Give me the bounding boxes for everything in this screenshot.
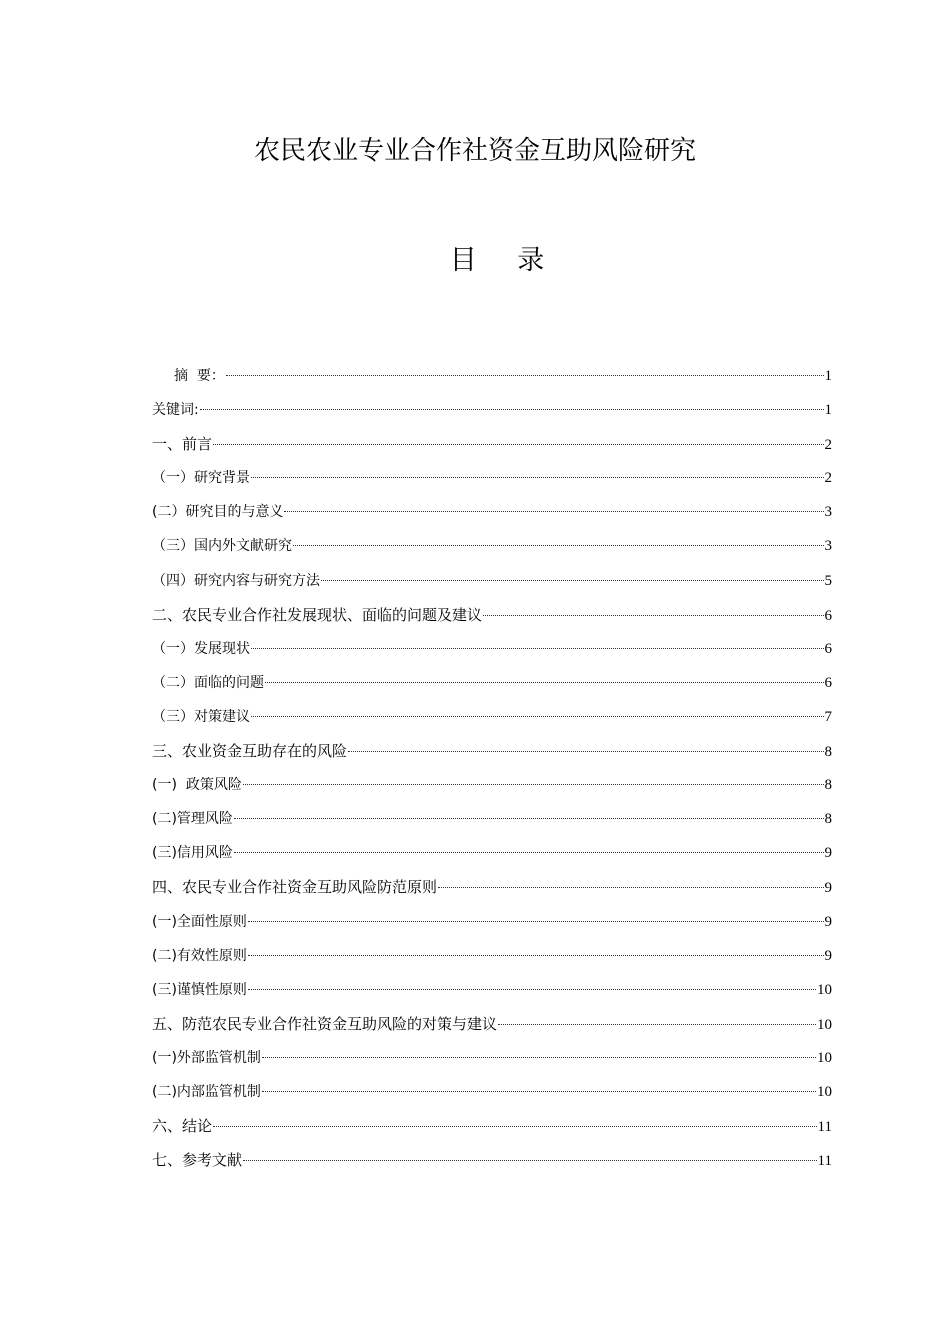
toc-entry-label: 四、农民专业合作社资金互助风险防范原则: [152, 878, 438, 897]
toc-entry-page: 1: [824, 402, 832, 419]
toc-entry-page: 9: [824, 845, 832, 862]
toc-dot-leader: [248, 989, 816, 990]
toc-entry[interactable]: [152, 500, 832, 534]
toc-entry-page: 8: [824, 811, 832, 828]
toc-entry-page: 9: [824, 947, 832, 964]
toc-entry[interactable]: [152, 364, 832, 398]
toc-entry[interactable]: [152, 603, 832, 637]
toc-entry-page: 6: [824, 674, 832, 691]
toc-dot-leader: [234, 852, 824, 853]
toc-entry-label: 七、参考文献: [152, 1151, 243, 1170]
table-of-contents: [152, 364, 832, 1182]
document-title: 农民农业专业合作社资金互助风险研究: [253, 136, 696, 166]
toc-dot-leader: [483, 615, 823, 616]
toc-entry-page: 3: [824, 538, 832, 555]
toc-entry-label: (二)有效性原则: [152, 947, 247, 964]
toc-entry-page: 6: [824, 640, 832, 657]
toc-dot-leader: [251, 716, 824, 717]
toc-entry-page: 8: [824, 777, 832, 794]
toc-entry-page: 5: [824, 572, 832, 589]
toc-entry-page: 11: [817, 1153, 832, 1170]
toc-entry-label: （二）面临的问题: [152, 674, 264, 691]
toc-entry-label: （四）研究内容与研究方法: [152, 572, 320, 589]
toc-heading: 目 录: [449, 245, 561, 276]
toc-entry[interactable]: [152, 773, 832, 807]
toc-dot-leader: [262, 1091, 816, 1092]
toc-entry-page: 11: [817, 1119, 832, 1136]
toc-dot-leader: [438, 887, 823, 888]
toc-entry-page: 10: [817, 1016, 832, 1033]
toc-entry-page: 9: [824, 913, 832, 930]
toc-entry[interactable]: [152, 1046, 832, 1080]
toc-entry[interactable]: [152, 671, 832, 705]
toc-entry-label: (一)全面性原则: [152, 913, 247, 930]
toc-dot-leader: [251, 648, 824, 649]
toc-entry-page: 7: [824, 708, 832, 725]
toc-dot-leader: [321, 580, 824, 581]
toc-entry-label: 三、农业资金互助存在的风险: [152, 742, 348, 761]
toc-entry-label: 二、农民专业合作社发展现状、面临的问题及建议: [152, 605, 483, 624]
toc-dot-leader: [251, 477, 824, 478]
toc-dot-leader: [213, 444, 823, 445]
toc-entry-page: 10: [817, 1049, 832, 1066]
toc-entry[interactable]: [152, 534, 832, 568]
toc-dot-leader: [226, 375, 824, 376]
toc-entry[interactable]: [152, 1080, 832, 1114]
toc-entry[interactable]: [152, 807, 832, 841]
toc-entry[interactable]: [152, 875, 832, 909]
toc-entry-page: 10: [817, 981, 832, 998]
toc-entry-page: 3: [824, 504, 832, 521]
toc-dot-leader: [248, 955, 824, 956]
toc-entry-label: (二)内部监管机制: [152, 1083, 261, 1100]
toc-entry[interactable]: [152, 841, 832, 875]
toc-entry-label: 关键词:: [152, 402, 199, 419]
toc-dot-leader: [262, 1057, 816, 1058]
toc-entry[interactable]: [152, 569, 832, 603]
toc-dot-leader: [293, 545, 824, 546]
toc-entry-label: （三）国内外文献研究: [152, 538, 292, 555]
toc-entry[interactable]: [152, 1012, 832, 1046]
toc-entry-label: 摘 要：: [174, 368, 225, 384]
toc-entry-label: 六、结论: [152, 1117, 213, 1136]
toc-dot-leader: [234, 818, 824, 819]
toc-dot-leader: [213, 1126, 817, 1127]
toc-entry-page: 8: [824, 744, 832, 761]
toc-entry[interactable]: [152, 1114, 832, 1148]
toc-entry-page: 6: [824, 607, 832, 624]
toc-entry[interactable]: [152, 398, 832, 432]
toc-dot-leader: [348, 751, 823, 752]
toc-entry[interactable]: [152, 637, 832, 671]
toc-entry-page: 1: [824, 368, 832, 384]
toc-entry[interactable]: [152, 705, 832, 739]
toc-entry-label: (三)信用风险: [152, 845, 233, 862]
toc-entry[interactable]: [152, 978, 832, 1012]
toc-entry[interactable]: [152, 1148, 832, 1182]
toc-entry-page: 9: [824, 880, 832, 897]
toc-entry[interactable]: [152, 910, 832, 944]
toc-dot-leader: [243, 784, 824, 785]
toc-entry-label: (二)管理风险: [152, 811, 233, 828]
toc-dot-leader: [265, 682, 824, 683]
toc-entry-label: (三)谨慎性原则: [152, 981, 247, 998]
toc-entry-label: （一）发展现状: [152, 640, 250, 657]
toc-entry-page: 2: [824, 470, 832, 487]
toc-entry-label: （三）对策建议: [152, 708, 250, 725]
toc-dot-leader: [200, 409, 824, 410]
toc-entry-label: 五、防范农民专业合作社资金互助风险的对策与建议: [152, 1014, 498, 1033]
toc-entry-label: （一）研究背景: [152, 470, 250, 487]
toc-entry-page: 2: [824, 437, 832, 454]
toc-entry[interactable]: [152, 944, 832, 978]
toc-entry-label: 一、前言: [152, 435, 213, 454]
toc-entry[interactable]: [152, 739, 832, 773]
toc-entry-label: (一)外部监管机制: [152, 1049, 261, 1066]
toc-dot-leader: [498, 1024, 816, 1025]
toc-entry-label: (一) 政策风险: [152, 777, 242, 794]
toc-entry[interactable]: [152, 432, 832, 466]
toc-entry-page: 10: [817, 1083, 832, 1100]
toc-entry-label: (二）研究目的与意义: [152, 504, 284, 521]
toc-dot-leader: [243, 1160, 817, 1161]
toc-entry[interactable]: [152, 466, 832, 500]
toc-dot-leader: [284, 511, 823, 512]
toc-dot-leader: [248, 921, 824, 922]
